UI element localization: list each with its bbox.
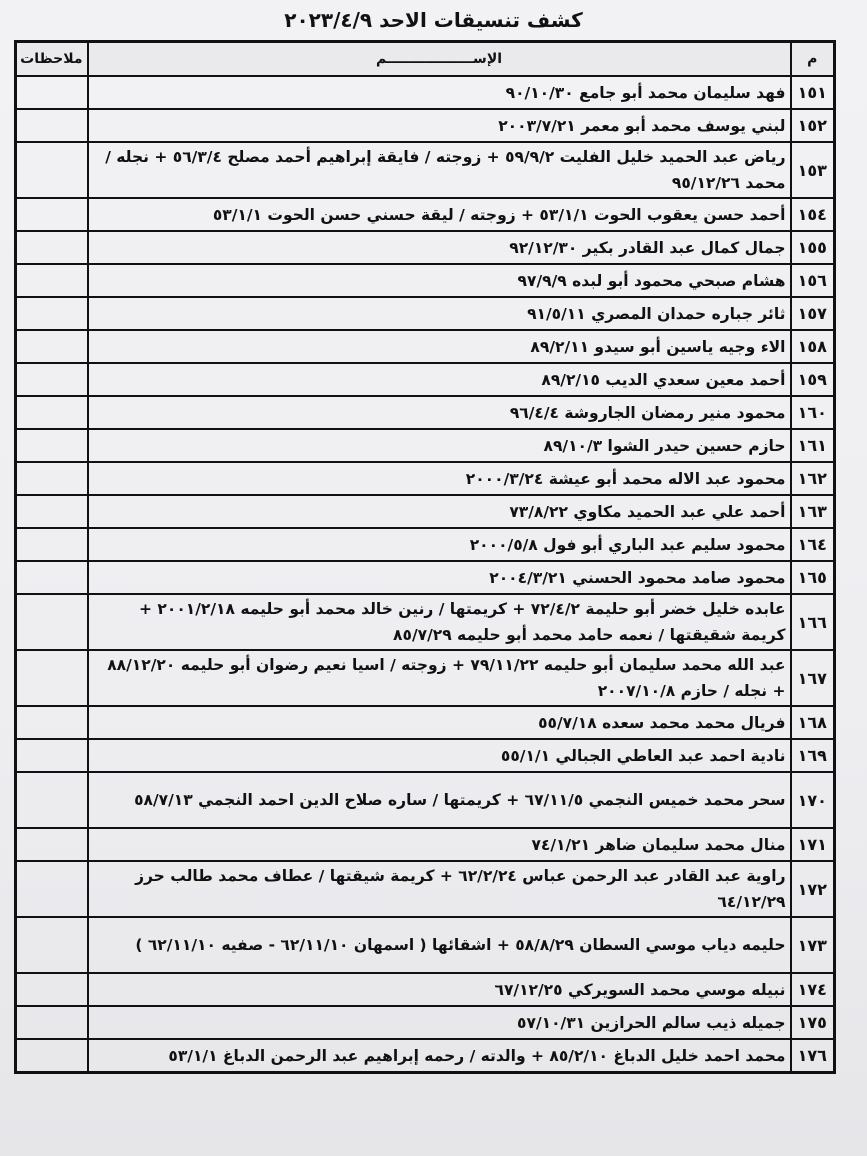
row-notes [16, 973, 88, 1006]
row-number: ١٦٩ [791, 739, 835, 772]
row-name: عبد الله محمد سليمان أبو حليمه ٧٩/١١/٢٢ + زوجته / اسيا نعيم رضوان أبو حليمه ٨٨/١٢/٢٠ + نجله / حازم ٢٠٠٧/١٠/٨ [88, 650, 791, 706]
row-name: محمود سليم عبد الباري أبو فول ٢٠٠٠/٥/٨ [88, 528, 791, 561]
table-row [16, 528, 835, 561]
row-number: ١٥٣ [791, 142, 835, 198]
header-number: م [791, 42, 835, 77]
row-name: أحمد حسن يعقوب الحوت ٥٣/١/١ + زوجته / ليقة حسني حسن الحوت ٥٣/١/١ [88, 198, 791, 231]
row-notes [16, 363, 88, 396]
row-name: فهد سليمان محمد أبو جامع ٩٠/١٠/٣٠ [88, 76, 791, 109]
row-notes [16, 828, 88, 861]
row-number: ١٦١ [791, 429, 835, 462]
row-name: محمد احمد خليل الدباغ ٨٥/٢/١٠ + والدته / رحمه إبراهيم عبد الرحمن الدباغ ٥٣/١/١ [88, 1039, 791, 1073]
table-row [16, 1039, 835, 1073]
row-notes [16, 297, 88, 330]
row-name: ثائر جباره حمدان المصري ٩١/٥/١١ [88, 297, 791, 330]
table-row [16, 650, 835, 706]
row-notes [16, 1039, 88, 1073]
row-notes [16, 917, 88, 973]
row-number: ١٧٦ [791, 1039, 835, 1073]
table-row [16, 495, 835, 528]
table-row [16, 462, 835, 495]
table-row [16, 231, 835, 264]
table-row [16, 429, 835, 462]
table-row [16, 297, 835, 330]
row-number: ١٧١ [791, 828, 835, 861]
table-row [16, 396, 835, 429]
row-notes [16, 594, 88, 650]
row-name: جميله ذيب سالم الحرازين ٥٧/١٠/٣١ [88, 1006, 791, 1039]
row-notes [16, 739, 88, 772]
row-notes [16, 772, 88, 828]
row-name: حازم حسين حيدر الشوا ٨٩/١٠/٣ [88, 429, 791, 462]
row-name: محمود صامد محمود الحسني ٢٠٠٤/٣/٢١ [88, 561, 791, 594]
row-name: عابده خليل خضر أبو حليمة ٧٢/٤/٢ + كريمتها / رنين خالد محمد أبو حليمه ٢٠٠١/٢/١٨ + كريمة شقيقتها / نعمه حامد محمد أبو حليمه ٨٥/٧/٢٩ [88, 594, 791, 650]
table-row [16, 917, 835, 973]
table-row [16, 363, 835, 396]
row-notes [16, 561, 88, 594]
row-name: أحمد علي عبد الحميد مكاوي ٧٣/٨/٢٢ [88, 495, 791, 528]
table-row [16, 109, 835, 142]
row-name: نادية احمد عبد العاطي الجبالي ٥٥/١/١ [88, 739, 791, 772]
page-title: كشف تنسيقات الاحد ٢٠٢٣/٤/٩ [284, 8, 583, 32]
row-number: ١٦٢ [791, 462, 835, 495]
row-number: ١٥٥ [791, 231, 835, 264]
row-notes [16, 231, 88, 264]
row-notes [16, 706, 88, 739]
row-name: هشام صبحي محمود أبو لبده ٩٧/٩/٩ [88, 264, 791, 297]
row-notes [16, 861, 88, 917]
row-name: رياض عبد الحميد خليل الفليت ٥٩/٩/٢ + زوجته / فايقة إبراهيم أحمد مصلح ٥٦/٣/٤ + نجله / محمد ٩٥/١٢/٢٦ [88, 142, 791, 198]
row-notes [16, 330, 88, 363]
row-notes [16, 528, 88, 561]
row-number: ١٦٨ [791, 706, 835, 739]
row-notes [16, 1006, 88, 1039]
row-name: حليمه دياب موسي السطان ٥٨/٨/٢٩ + اشقائها ( اسمهان ٦٢/١١/١٠ - صفيه ٦٢/١١/١٠ ) [88, 917, 791, 973]
header-notes: ملاحظات [16, 42, 88, 77]
row-notes [16, 198, 88, 231]
row-name: نبيله موسي محمد السويركي ٦٧/١٢/٢٥ [88, 973, 791, 1006]
row-name: منال محمد سليمان ضاهر ٧٤/١/٢١ [88, 828, 791, 861]
table-row [16, 561, 835, 594]
row-number: ١٧٤ [791, 973, 835, 1006]
row-notes [16, 429, 88, 462]
table-header-row [16, 42, 835, 77]
table-row [16, 1006, 835, 1039]
row-number: ١٦٠ [791, 396, 835, 429]
row-number: ١٦٤ [791, 528, 835, 561]
row-notes [16, 76, 88, 109]
table-row [16, 973, 835, 1006]
row-number: ١٥٧ [791, 297, 835, 330]
row-number: ١٧٣ [791, 917, 835, 973]
row-number: ١٥٤ [791, 198, 835, 231]
row-notes [16, 396, 88, 429]
row-name: راوية عبد القادر عبد الرحمن عباس ٦٢/٢/٢٤ + كريمة شيقتها / عطاف محمد طالب حرز ٦٤/١٢/٢٩ [88, 861, 791, 917]
row-name: لبني يوسف محمد أبو معمر ٢٠٠٣/٧/٢١ [88, 109, 791, 142]
row-notes [16, 142, 88, 198]
header-name: الإســــــــــــــــــم [88, 42, 791, 77]
table-row [16, 594, 835, 650]
row-number: ١٦٧ [791, 650, 835, 706]
table-body [16, 76, 835, 1073]
row-number: ١٧٠ [791, 772, 835, 828]
row-number: ١٥١ [791, 76, 835, 109]
table-row [16, 739, 835, 772]
row-number: ١٧٢ [791, 861, 835, 917]
row-number: ١٥٩ [791, 363, 835, 396]
row-number: ١٥٦ [791, 264, 835, 297]
row-name: أحمد معين سعدي الديب ٨٩/٢/١٥ [88, 363, 791, 396]
table-row [16, 828, 835, 861]
table-row [16, 706, 835, 739]
row-notes [16, 264, 88, 297]
row-number: ١٥٨ [791, 330, 835, 363]
table-row [16, 330, 835, 363]
row-name: محمود عبد الاله محمد أبو عيشة ٢٠٠٠/٣/٢٤ [88, 462, 791, 495]
table-row [16, 142, 835, 198]
row-notes [16, 109, 88, 142]
row-number: ١٧٥ [791, 1006, 835, 1039]
row-number: ١٦٥ [791, 561, 835, 594]
names-table [14, 40, 836, 1074]
row-name: الاء وجيه ياسين أبو سيدو ٨٩/٢/١١ [88, 330, 791, 363]
row-notes [16, 495, 88, 528]
row-name: محمود منير رمضان الجاروشة ٩٦/٤/٤ [88, 396, 791, 429]
table-row [16, 264, 835, 297]
table-row [16, 772, 835, 828]
row-notes [16, 650, 88, 706]
row-name: فريال محمد محمد سعده ٥٥/٧/١٨ [88, 706, 791, 739]
row-number: ١٥٢ [791, 109, 835, 142]
table-row [16, 861, 835, 917]
table-row [16, 76, 835, 109]
row-name: جمال كمال عبد القادر بكير ٩٢/١٢/٣٠ [88, 231, 791, 264]
row-name: سحر محمد خميس النجمي ٦٧/١١/٥ + كريمتها / ساره صلاح الدين احمد النجمي ٥٨/٧/١٣ [88, 772, 791, 828]
row-number: ١٦٣ [791, 495, 835, 528]
row-number: ١٦٦ [791, 594, 835, 650]
row-notes [16, 462, 88, 495]
table-row [16, 198, 835, 231]
